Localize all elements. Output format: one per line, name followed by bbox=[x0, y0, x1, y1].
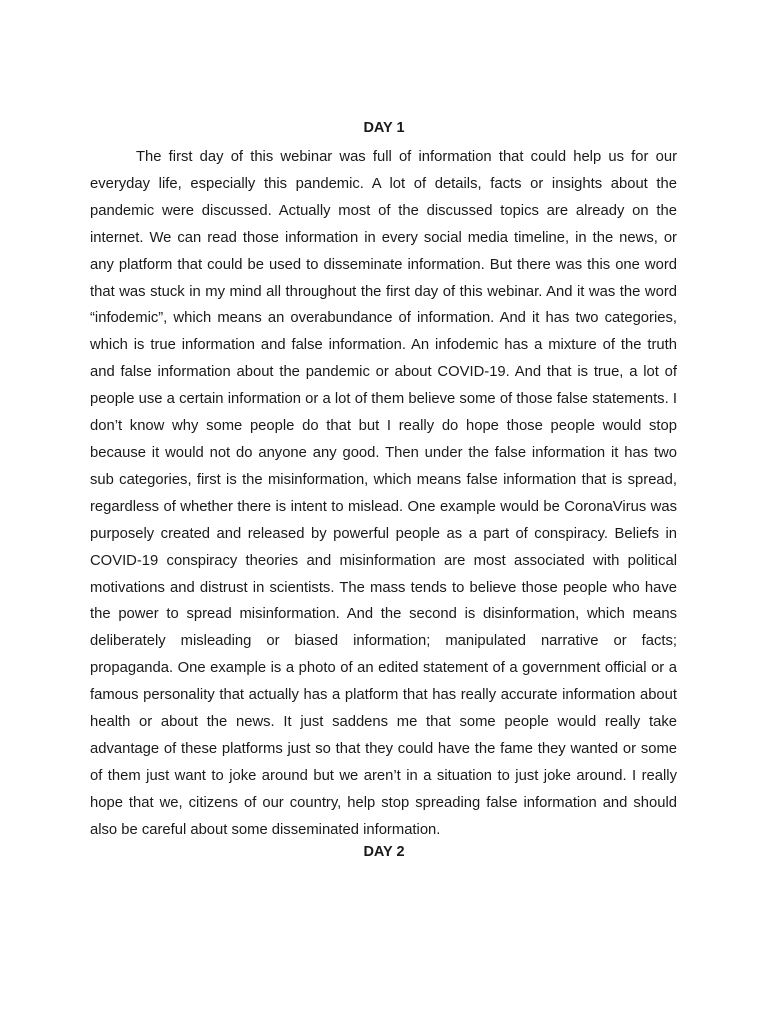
day-1-paragraph: The first day of this webinar was full of information that could help us for our everyday life, especially this pandemic. A lot of details, facts or insights about the pandemic were discussed. Actually most of the discussed topics are already on the internet. We can read those information in every social media timeline, in the news, or any platform that could be used to disseminate information. But there was this one word that was stuck in my mind all throughout the first day of this webinar. And it was the word “infodemic”, which means an overabundance of information. And it has two categories, which is true information and false information. An infodemic has a mixture of the truth and false information about the pandemic or about COVID-19. And that is true, a lot of people use a certain information or a lot of them believe some of those false statements. I don’t know why some people do that but I really do hope those people would stop because it would not do anyone any good. Then under the false information it has two sub categories, first is the misinformation, which means false information that is spread, regardless of whether there is intent to mislead. One example would be CoronaVirus was purposely created and released by powerful people as a part of conspiracy. Beliefs in COVID-19 conspiracy theories and misinformation are most associated with political motivations and distrust in scientists. The mass tends to believe those people who have the power to spread misinformation. And the second is disinformation, which means deliberately misleading or biased information; manipulated narrative or facts; propaganda. One example is a photo of an edited statement of a government official or a famous personality that actually has a platform that has really accurate information about health or about the news. It just saddens me that some people would really take advantage of these platforms just so that they could have the fame they wanted or some of them just want to joke around but we aren’t in a situation to just joke around. I really hope that we, citizens of our country, help stop spreading false information and should also be careful about some disseminated information. bbox=[90, 149, 677, 838]
day-1-heading: DAY 1 bbox=[363, 120, 405, 136]
day-2-heading: DAY 2 bbox=[363, 844, 405, 860]
